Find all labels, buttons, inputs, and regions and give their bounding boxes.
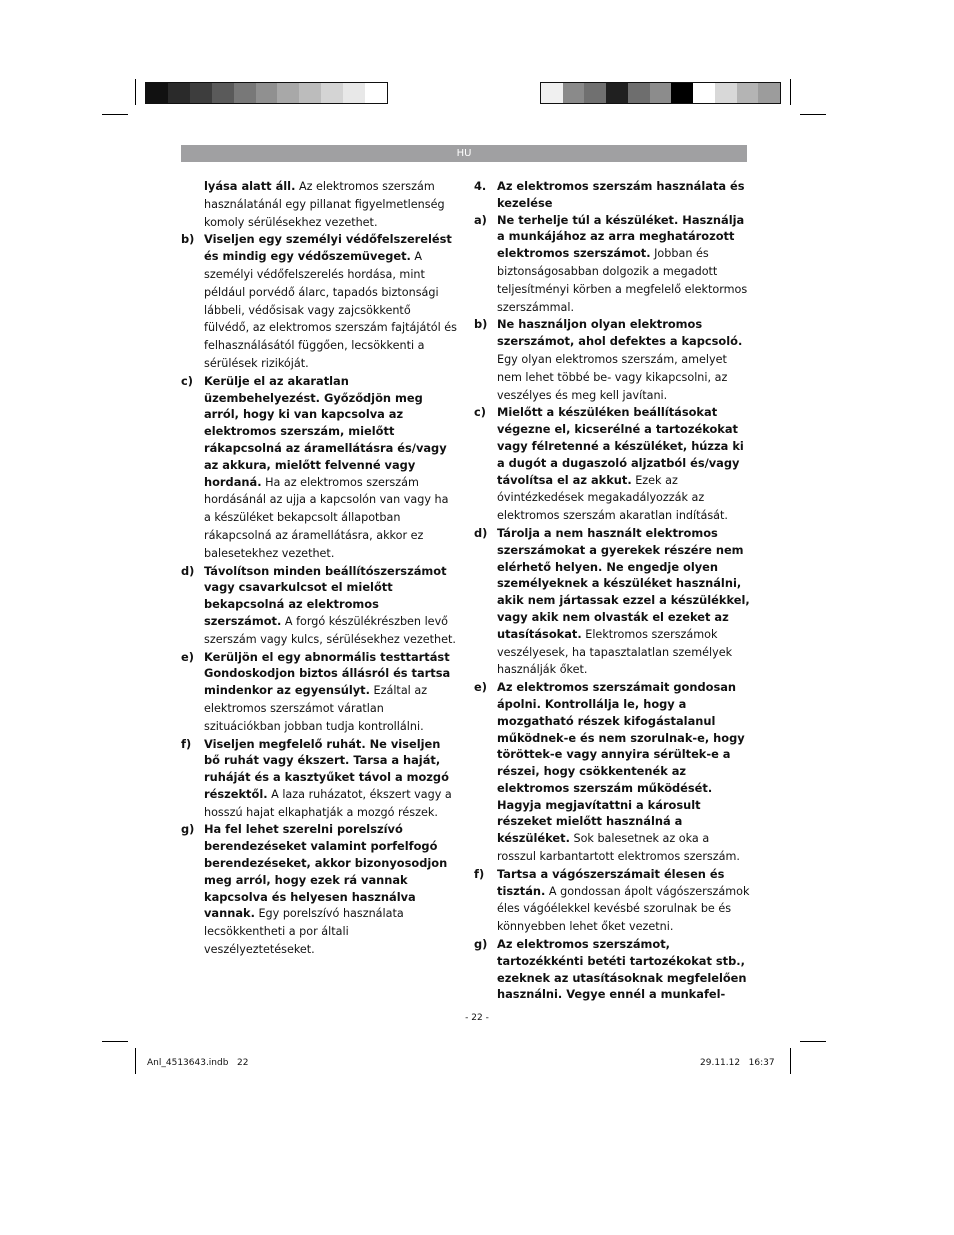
right-calibration-bar [540,82,781,104]
color-swatch [277,83,299,103]
instruction-item [474,404,750,525]
crop-mark [790,1048,791,1074]
crop-mark [102,1041,128,1042]
item-text: Az elektromos szerszám használatánál egy pillanat figyelmetlenség komoly sérülésekhez vezethet. [204,180,445,229]
item-label: a) [474,212,487,227]
item-heading: Az elektromos szerszámot, tartozékkénti betéti tartozékokat stb., ezeknek az utasításoknak megfelelően használni. Vegye ennél a munkafel- [497,937,747,1002]
color-swatch [606,83,628,103]
color-swatch [650,83,672,103]
color-swatch [584,83,606,103]
item-text: Egy olyan elektromos szerszám, amelyet nem lehet többé be- vagy kikapcsolni, az veszélyes és meg kell javítani. [497,352,728,402]
item-label: e) [181,649,194,664]
item-heading: Ne terhelje túl a készüléket. Használja a munkájához az arra meghatározott elektromos szerszámot. [497,212,745,261]
item-text: Ezek az óvintézkedések megakadályozzák az elektromos szerszám akaratlan indítását. [497,473,728,523]
item-label: g) [181,822,195,837]
page-number: - 22 - [465,1013,489,1023]
instruction-item [474,525,750,679]
item-label: c) [474,405,486,420]
item-label: f) [181,736,192,751]
item-label: c) [181,373,193,388]
item-text: A gondossan ápolt vágószerszámok éles vágóélekkel kevésbé szorulnak be és könnyebben lehet őket vezetni. [497,884,750,934]
instruction-item [474,316,750,404]
item-text: Elektromos szerszámok veszélyesek, ha tapasztalatlan személyek használják őket. [497,627,733,677]
instruction-item [181,178,457,231]
item-text: A forgó készülékrészben levő szerszám vagy kulcs, sérülésekhez vezethet. [204,614,456,646]
instruction-item [181,231,457,372]
instruction-item [474,178,750,212]
item-heading: Tárolja a nem használt elektromos szerszámokat a gyerekek részére nem elérhető helyen. Ne engedje olyen személyeknek a készüléket használni, akik nem jártassak ezzel a készülékkel, vagy akik nem olvasták el ezeket az utasításokat. [497,525,750,641]
instruction-item [474,679,750,866]
left-calibration-bar [145,82,388,104]
instruction-item [181,649,457,736]
item-heading: Távolítson minden beállítószerszámot vagy csavarkulcsot el mielőtt bekapcsolná az elektromos szerszámot. [204,563,447,628]
item-text: A személyi védőfelszerelés hordása, mint például porvédő álarc, tapadós biztonsági lábbeli, védősisak vagy zajcsökkentő fülvédő, az elektromos szerszám fajtájától és felhasználásától függően, lecsökkenti a sérülések rizikóját. [204,250,457,370]
instruction-item [474,866,750,936]
language-band: HU [181,145,747,162]
item-text: Egy porelszívó használata lecsökkentheti a por általi veszélyeztetéseket. [204,907,404,957]
item-heading: Az elektromos szerszám használata és kezelése [497,179,745,210]
color-swatch [365,83,387,103]
item-label: f) [474,866,485,881]
item-label: e) [474,680,487,695]
item-heading: Mielőtt a készüléken beállításokat végezne el, kicserélné a tartozékokat vagy félretenné a készüléket, húzza ki a dugót a dugaszoló aljzatból és/vagy távolítsa el az akkut. [497,405,744,487]
item-label: 4. [474,179,487,193]
file-name: Anl_4513643.indb 22 [147,1058,249,1068]
print-date: 29.11.12 16:37 [700,1058,775,1068]
item-heading: Viseljen megfelelő ruhát. Ne viseljen bő ruhát vagy ékszert. Tarsa a haját, ruháját és a kasztyűket távol a mozgó részektől. [204,736,449,801]
item-text: Ezáltal az elektromos szerszámot váratlan szituációkban jobban tudja kontrollálni. [204,684,428,733]
item-text: Jobban és biztonságosabban dolgozik a megadott teljesítményi körben a megfelelő elektormos szerszámmal. [497,247,748,314]
crop-mark [790,79,791,105]
color-swatch [758,83,780,103]
item-label: b) [474,317,488,332]
color-swatch [256,83,278,103]
instruction-item [181,821,457,958]
color-swatch [212,83,234,103]
crop-mark [800,114,826,115]
item-heading: Ne használjon olyan elektromos szerszámot, ahol defektes a kapcsoló. [497,317,743,349]
instruction-item [474,212,750,317]
item-heading: Kerülje el az akaratlan üzembehelyezést. Győződjön meg arról, hogy ki van kapcsolva az elektromos szerszám, mielőtt rákapcsolná az áramellátásra és/vagy az akkura, mielőtt felvenné vagy hordaná. [204,373,447,489]
color-swatch [299,83,321,103]
item-heading: lyása alatt áll. [204,179,296,193]
crop-mark [800,1041,826,1042]
instruction-item [181,563,457,649]
right-column [474,178,750,1003]
instruction-item [474,936,750,1003]
color-swatch [563,83,585,103]
crop-mark [135,79,136,105]
item-text: Sok balesetnek az oka a rosszul karbantartott elektromos szerszám. [497,832,740,864]
item-heading: Ha fel lehet szerelni porelszívó berendezéseket valamint porfelfogó berendezéseket, akkor bizonyosodjon meg arról, hogy ezek rá vannak kapcsolva és helyesen használva vannak. [204,822,448,921]
color-swatch [146,83,168,103]
color-swatch [168,83,190,103]
color-swatch [541,83,563,103]
item-label: b) [181,232,195,247]
color-swatch [343,83,365,103]
crop-mark [135,1048,136,1074]
left-column [181,178,457,959]
color-swatch [628,83,650,103]
item-label: d) [474,525,488,540]
color-swatch [190,83,212,103]
color-swatch [693,83,715,103]
item-text: Ha az elektromos szerszám hordásánál az ujja a kapcsolón van vagy ha a készüléket bekapcsolt állapotban rákapcsolná az áramellátásra, akkor ez balesetekhez vezethet. [204,475,449,560]
instruction-item [181,736,457,822]
item-label: d) [181,563,195,578]
item-heading: Kerüljön el egy abnormális testtartást Gondoskodjon biztos állásról és tartsa mindenkor az egyensúlyt. [204,649,451,698]
item-text: A laza ruházatot, ékszert vagy a hosszú hajat elkaphatják a mozgó részek. [204,787,452,819]
item-heading: Az elektromos szerszámait gondosan ápolni. Kontrollálja le, hogy a mozgatható részek kifogástalanul működnek-e és nem szorulnak-e, hogy töröttek-e vagy annyira sérültek-e a részei, hogy csökkentenék az elektromos szerszám működését. Hagyja megjavítattni a károsult részeket mielőtt használná a készüléket. [497,680,745,846]
item-label: g) [474,937,488,952]
color-swatch [715,83,737,103]
color-swatch [671,83,693,103]
item-heading: Viseljen egy személyi védőfelszerelést és mindig egy védőszemüveget. [204,232,452,264]
item-heading: Tartsa a vágószerszámait élesen és tisztán. [497,866,725,898]
color-swatch [321,83,343,103]
color-swatch [737,83,759,103]
color-swatch [234,83,256,103]
instruction-item [181,373,457,563]
crop-mark [102,114,128,115]
